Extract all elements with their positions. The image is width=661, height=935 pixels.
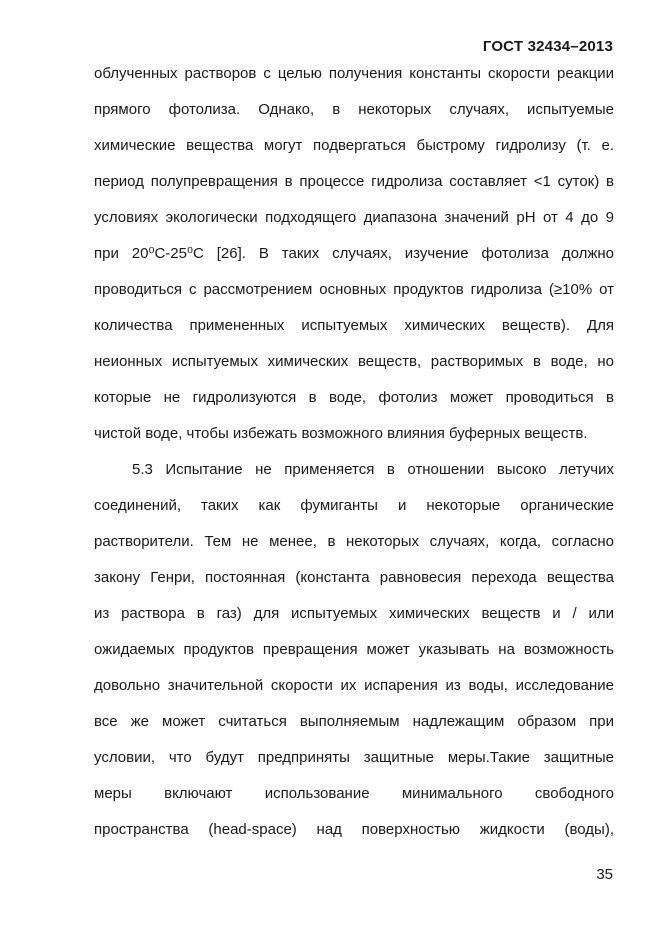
text-line: химические вещества могут подвергаться быстрому гидролизу (т. е. xyxy=(94,137,614,154)
text-line: период полупревращения в процессе гидролиза составляет <1 суток) в xyxy=(94,173,614,190)
text-line: условии, что будут предприняты защитные меры.Такие защитные xyxy=(94,749,614,766)
document-code-header: ГОСТ 32434–2013 xyxy=(482,38,613,55)
text-line: которые не гидролизуются в воде, фотолиз может проводиться в xyxy=(94,389,614,406)
text-line: меры включают использование минимального свободного xyxy=(94,785,614,802)
text-line: проводиться с рассмотрением основных продуктов гидролиза (≥10% от xyxy=(94,281,614,298)
text-line: чистой воде, чтобы избежать возможного влияния буферных веществ. xyxy=(94,425,588,442)
text-line: неионных испытуемых химических веществ, растворимых в воде, но xyxy=(94,353,614,370)
text-line: при 20⁰С-25⁰С [26]. В таких случаях, изучение фотолиза должно xyxy=(94,245,614,262)
text-line: прямого фотолиза. Однако, в некоторых случаях, испытуемые xyxy=(94,101,614,118)
text-line: из раствора в газ) для испытуемых химических веществ и / или xyxy=(94,605,614,622)
text-line: условиях экологически подходящего диапазона значений pH от 4 до 9 xyxy=(94,209,614,226)
text-line: закону Генри, постоянная (константа равновесия перехода вещества xyxy=(94,569,614,586)
page-number: 35 xyxy=(596,866,613,883)
text-line: все же может считаться выполняемым надлежащим образом при xyxy=(94,713,614,730)
text-line: растворители. Тем не менее, в некоторых случаях, когда, согласно xyxy=(94,533,614,550)
text-line: облученных растворов с целью получения константы скорости реакции xyxy=(94,65,614,82)
text-line: пространства (head-space) над поверхностью жидкости (воды), xyxy=(94,821,614,838)
text-line: довольно значительной скорости их испарения из воды, исследование xyxy=(94,677,614,694)
text-line: соединений, таких как фумиганты и некоторые органические xyxy=(94,497,614,514)
text-line: количества примененных испытуемых химических веществ). Для xyxy=(94,317,614,334)
body-text xyxy=(94,62,614,854)
text-line: ожидаемых продуктов превращения может указывать на возможность xyxy=(94,641,614,658)
text-line: 5.3 Испытание не применяется в отношении высоко летучих xyxy=(132,461,614,478)
